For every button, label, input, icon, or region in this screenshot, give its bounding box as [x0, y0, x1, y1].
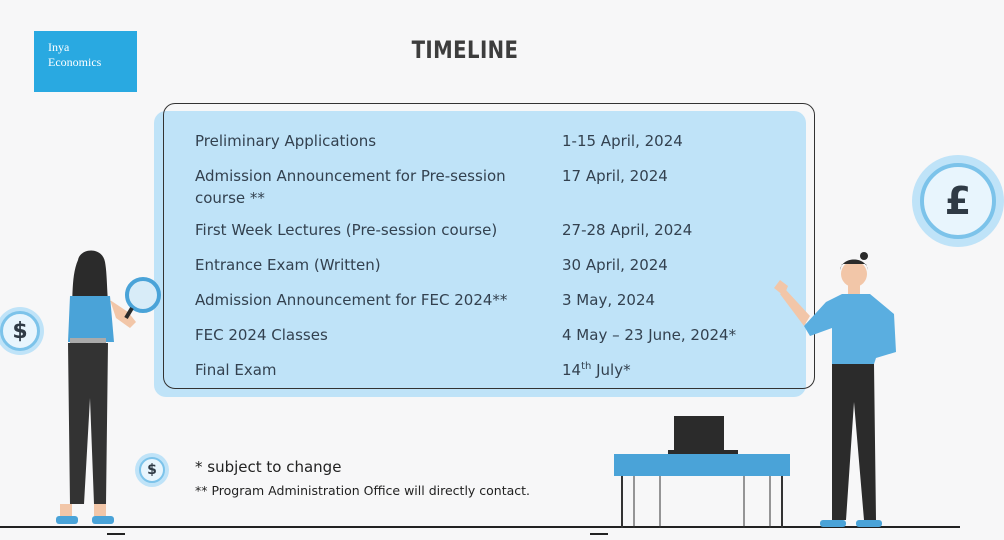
dollar-sign-small: $ [139, 457, 165, 483]
timeline-date: 30 April, 2024 [562, 256, 668, 274]
logo-line-1: Inya [48, 40, 70, 54]
timeline-row [195, 254, 795, 276]
timeline-event: Entrance Exam (Written) [195, 256, 381, 274]
timeline-event: First Week Lectures (Pre-session course) [195, 221, 498, 239]
timeline-date: 1-15 April, 2024 [562, 132, 683, 150]
logo-line-2: Economics [48, 55, 102, 69]
ground-dash [107, 533, 125, 535]
ground-dash [590, 533, 608, 535]
timeline-date [562, 359, 631, 381]
man-presenting-illustration [766, 252, 906, 530]
timeline-event: FEC 2024 Classes [195, 326, 328, 344]
timeline-row [195, 324, 795, 346]
timeline-event: Final Exam [195, 361, 277, 379]
timeline-date: 17 April, 2024 [562, 167, 668, 185]
timeline-date: 3 May, 2024 [562, 291, 656, 309]
desk-with-laptop-illustration [612, 412, 792, 530]
woman-with-magnifier-illustration [50, 248, 170, 530]
page-title: TIMELINE [411, 36, 519, 64]
date-day: 14 [562, 361, 582, 379]
date-rest: July* [591, 361, 631, 379]
timeline-event: Admission Announcement for Pre-session course ** [195, 167, 506, 207]
timeline-list [195, 130, 795, 394]
pound-coin-icon [912, 155, 1004, 247]
timeline-row [195, 359, 795, 381]
timeline-row [195, 165, 795, 209]
timeline-row [195, 219, 795, 241]
timeline-row [195, 289, 795, 311]
footnote-subject-to-change: * subject to change [195, 458, 342, 476]
pound-sign: £ [920, 163, 996, 239]
laptop-screen [674, 416, 724, 452]
date-suffix: th [581, 361, 592, 372]
footnotes [195, 458, 530, 498]
dollar-coin-icon [0, 307, 44, 355]
timeline-date: 4 May – 23 June, 2024* [562, 326, 737, 344]
timeline-event: Admission Announcement for FEC 2024** [195, 291, 508, 309]
timeline-event: Preliminary Applications [195, 132, 377, 150]
dollar-sign: $ [0, 311, 40, 351]
footnote-contact: ** Program Administration Office will directly contact. [195, 483, 531, 498]
desk-top [614, 454, 790, 476]
timeline-date: 27-28 April, 2024 [562, 221, 693, 239]
timeline-row [195, 130, 795, 152]
